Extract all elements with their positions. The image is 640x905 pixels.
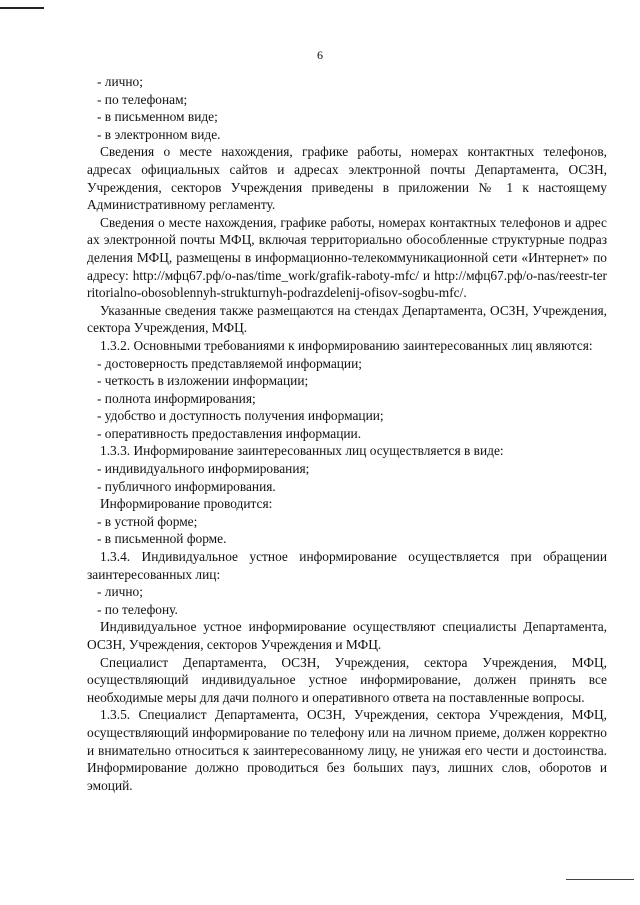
list-item: - полнота информирования; — [97, 390, 256, 406]
paragraph: 1.3.2. Основными требованиями к информированию заинтересованных лиц являются: — [100, 337, 593, 353]
document-body — [87, 73, 607, 794]
paragraph: Сведения о месте нахождения, графике работы, номерах контактных телефонов, адресах официальных сайтов и адресах электронной почты Департамента, ОСЗН, Учреждения, секторов Учреждения приведены в приложении № 1 к настоящему Административному регламенту. — [87, 144, 607, 213]
paragraph: Указанные сведения также размещаются на стендах Департамента, ОСЗН, Учреждения, сектора Учреждения, МФЦ. — [87, 302, 607, 336]
paragraph: Индивидуальное устное информирование осуществляют специалисты Департамента, ОСЗН, Учреждения, секторов Учреждения и МФЦ. — [87, 619, 607, 652]
list-item: - удобство и доступность получения информации; — [97, 408, 384, 424]
list-item: - в устной форме; — [97, 513, 198, 529]
list-item: - публичного информирования. — [97, 478, 276, 494]
paragraph: 1.3.3. Информирование заинтересованных лиц осуществляется в виде: — [100, 443, 504, 459]
list-item: - индивидуального информирования; — [97, 461, 310, 477]
paragraph: Специалист Департамента, ОСЗН, Учреждения, сектора Учреждения, МФЦ, осуществляющий индивидуальное устное информирование, должен принять все необходимые меры для дачи полного и оперативного ответа на поставленные вопросы. — [87, 654, 607, 705]
list-item: - в письменной форме. — [97, 531, 227, 547]
paragraph: 1.3.4. Индивидуальное устное информирование осуществляется при обращении заинтересованных лиц: — [87, 549, 607, 582]
list-item: - оперативность предоставления информации. — [97, 425, 362, 441]
paragraph: Информирование проводится: — [100, 496, 273, 512]
list-item: - лично; — [97, 584, 143, 600]
list-item: - достоверность представляемой информации; — [97, 355, 362, 371]
page-number: 6 — [317, 48, 323, 62]
scan-edge-mark-top — [0, 7, 44, 9]
list-item: - в письменном виде; — [97, 109, 218, 125]
list-item: - лично; — [97, 74, 143, 89]
paragraph: Сведения о месте нахождения, графике работы, номерах контактных телефонов и адресах электронной почты МФЦ, включая территориально обособленные структурные подразделения МФЦ, размещены в информационно-телекоммуникационной сети «Интернет» по адресу: http://мфц67.рф/о-nas/time_work/grafik-raboty-mfc/ и http://мфц67.рф/о-nas/reestr-territorialno-obosoblennyh-strukturnyh-podrazdelenij-ofisov-sogbu-mfc/. — [87, 214, 607, 301]
list-item: - по телефону. — [97, 601, 178, 617]
paragraph: 1.3.5. Специалист Департамента, ОСЗН, Учреждения, сектора Учреждения, МФЦ, осуществляющий информирование по телефону или на личном приеме, должен корректно и внимательно относиться к заинтересованному лицу, не унижая его чести и достоинства. Информирование должно проводиться без больших пауз, лишних слов, оборотов и эмоций. — [87, 707, 607, 793]
list-item: - по телефонам; — [97, 91, 188, 107]
scan-edge-mark-bottom — [566, 879, 634, 880]
list-item: - четкость в изложении информации; — [97, 373, 309, 389]
list-item: - в электронном виде. — [97, 126, 221, 142]
